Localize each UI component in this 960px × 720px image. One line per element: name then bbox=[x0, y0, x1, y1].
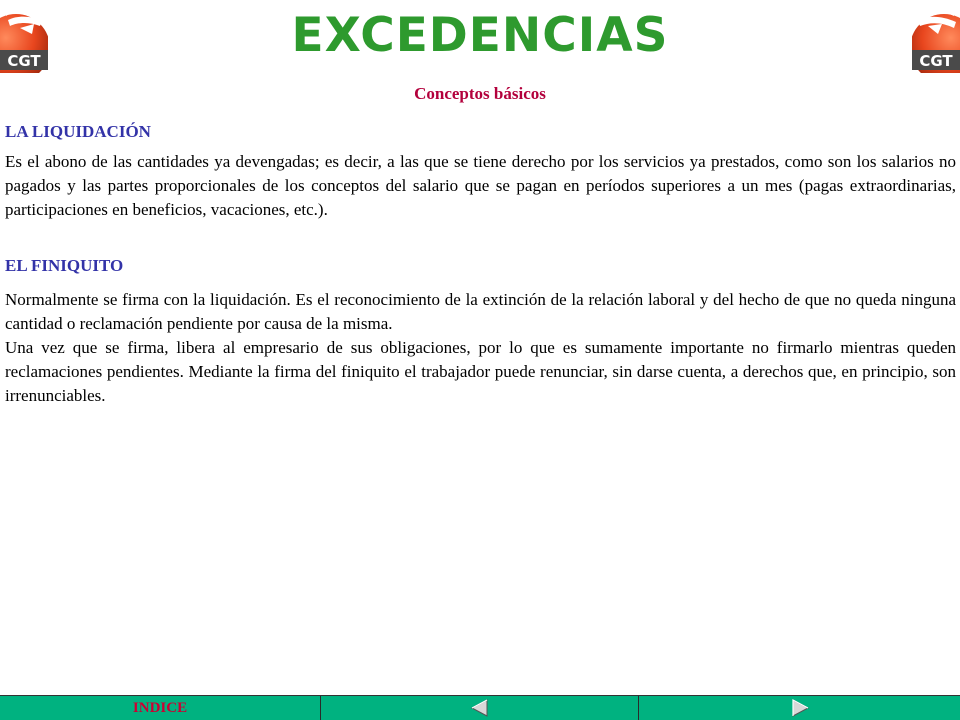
cgt-logo-text: CGT bbox=[919, 52, 953, 70]
page-title-text: EXCEDENCIAS bbox=[291, 8, 669, 63]
cgt-logo-text: CGT bbox=[7, 52, 41, 70]
page-title bbox=[0, 8, 960, 64]
main-content bbox=[5, 120, 956, 408]
section-heading-finiquito: EL FINIQUITO bbox=[5, 256, 124, 275]
section-paragraph: Una vez que se firma, libera al empresario de sus obligaciones, por lo que es sumamente importante no firmarlo mientras queden reclamaciones pendientes. Mediante la firma del finiquito el trabajador puede renunciar, sin darse cuenta, a derechos que, en principio, son irrenunciables. bbox=[5, 338, 956, 405]
page-subtitle: Conceptos básicos bbox=[414, 84, 546, 103]
triangle-right-icon bbox=[790, 699, 810, 717]
section-heading-liquidacion: LA LIQUIDACIÓN bbox=[5, 122, 151, 141]
triangle-left-icon bbox=[470, 699, 490, 717]
next-button[interactable] bbox=[639, 696, 960, 720]
index-button-label: INDICE bbox=[132, 699, 188, 716]
previous-button[interactable] bbox=[321, 696, 639, 720]
navigation-bar bbox=[0, 695, 960, 720]
section-paragraph: Es el abono de las cantidades ya devengadas; es decir, a las que se tiene derecho por los servicios ya prestados, como son los salarios no pagados y las partes proporcionales de los conceptos del salario que se pagan en períodos superiores a un mes (pagas extraordinarias, participaciones en beneficios, vacaciones, etc.). bbox=[5, 152, 956, 219]
index-button[interactable] bbox=[0, 696, 321, 720]
section-paragraph: Normalmente se firma con la liquidación. Es el reconocimiento de la extinción de la relación laboral y del hecho de que no queda ninguna cantidad o reclamación pendiente por causa de la misma. bbox=[5, 290, 956, 333]
